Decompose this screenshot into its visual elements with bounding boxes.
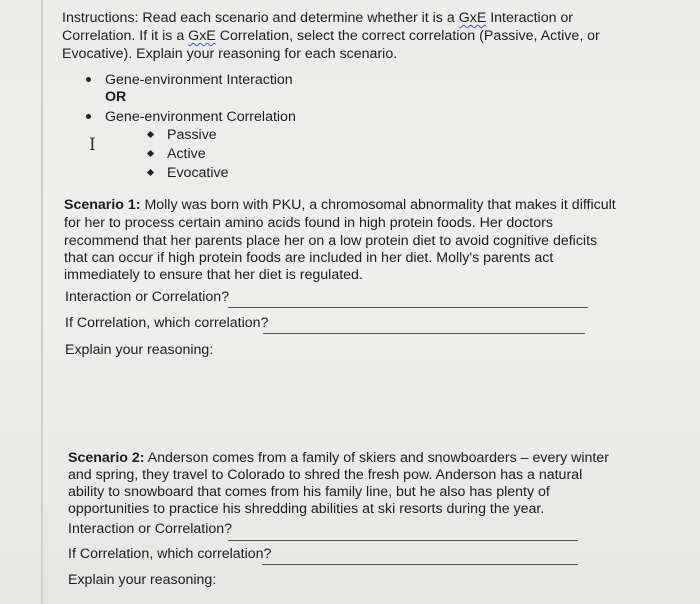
page-edge	[41, 0, 43, 604]
bullet-dot-icon	[86, 77, 91, 82]
option-correlation: Gene-environment Correlation	[105, 109, 296, 125]
gxe-term: GxE	[458, 10, 487, 26]
instructions-line-1: Instructions: Read each scenario and determine whether it is a GxE Interaction or	[62, 10, 574, 26]
scenario2-interaction-question: Interaction or Correlation?	[68, 521, 233, 537]
scenario1-correlation-question: If Correlation, which correlation?	[65, 315, 269, 331]
scenario1-explain-prompt: Explain your reasoning:	[65, 342, 214, 358]
scenario1-correlation-answer-line[interactable]	[263, 333, 585, 334]
subtype-evocative: Evocative	[167, 165, 229, 181]
scenario2-explain-prompt: Explain your reasoning:	[68, 572, 217, 588]
scenario2-label: Scenario 2:	[68, 450, 145, 466]
scenario2-interaction-answer-line[interactable]	[228, 540, 578, 541]
scenario2-correlation-answer-line[interactable]	[262, 564, 578, 565]
scenario2-text-line-2: and spring, they travel to Colorado to shred the fresh pow. Anderson has a natural	[68, 467, 583, 483]
subtype-active: Active	[167, 146, 206, 162]
scenario1-text-line-1: Scenario 1: Molly was born with PKU, a chromosomal abnormality that makes it difficult	[64, 197, 616, 213]
option-interaction: Gene-environment Interaction	[105, 72, 293, 88]
diamond-bullet-icon	[147, 150, 154, 157]
diamond-bullet-icon	[147, 131, 154, 138]
scenario1-interaction-question: Interaction or Correlation?	[65, 289, 230, 305]
option-or: OR	[105, 89, 127, 105]
scenario1-text-line-4: that can occur if high protein foods are included in her diet. Molly's parents act	[64, 250, 554, 266]
scenario2-text-line-4: opportunities to practice his shredding abilities at ski resorts during the year.	[68, 501, 545, 517]
scenario1-interaction-answer-line[interactable]	[228, 307, 588, 308]
scenario1-text-line-3: recommend that her parents place her on a low protein diet to avoid cognitive deficits	[64, 233, 598, 249]
gxe-term: GxE	[188, 28, 216, 44]
scenario1-text-line-5: immediately to ensure that her diet is regulated.	[64, 267, 363, 283]
bullet-dot-icon	[86, 114, 91, 119]
scenario2-text-line-1: Scenario 2: Anderson comes from a family of skiers and snowboarders – every winter	[68, 450, 609, 466]
scenario1-text-line-2: for her to process certain amino acids found in high protein foods. Her doctors	[64, 215, 553, 231]
scenario1-label: Scenario 1:	[64, 197, 141, 213]
scenario2-text-line-3: ability to snowboard that comes from his family line, but he also has plenty of	[68, 484, 550, 500]
text-cursor-icon: I	[89, 135, 96, 155]
diamond-bullet-icon	[147, 169, 154, 176]
instructions-line-2: Correlation. If it is a GxE Correlation, select the correct correlation (Passive, Active, or	[62, 28, 600, 44]
subtype-passive: Passive	[167, 127, 217, 143]
instructions-line-3: Evocative). Explain your reasoning for each scenario.	[62, 46, 398, 62]
scenario2-correlation-question: If Correlation, which correlation?	[68, 546, 272, 562]
